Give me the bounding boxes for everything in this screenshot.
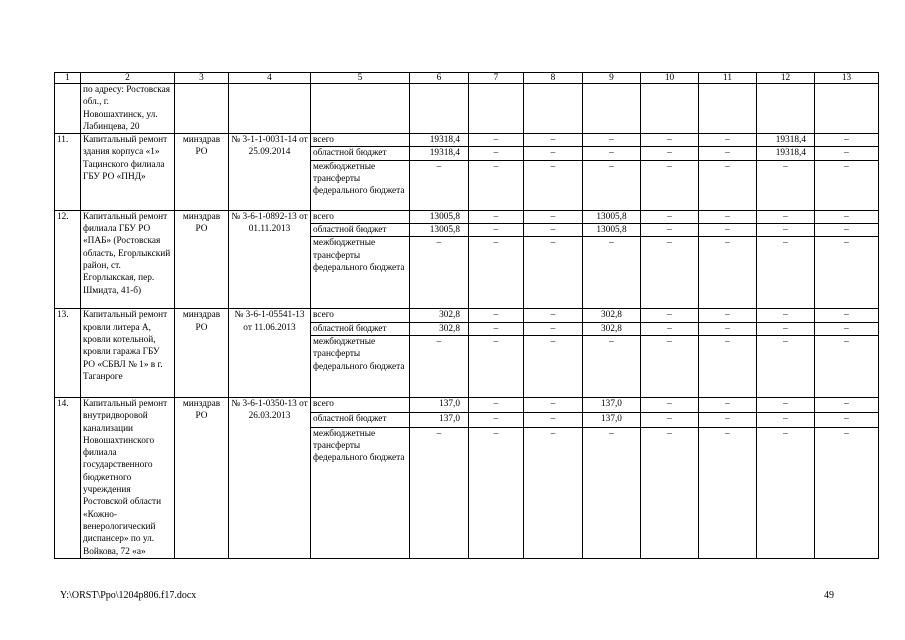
amount-cell: – — [641, 397, 699, 412]
amount-cell: – — [699, 237, 757, 309]
page-number: 49 — [824, 590, 834, 601]
col-header: 1 — [55, 73, 81, 84]
amount-cell: – — [699, 427, 757, 558]
amount-cell: 13005,8 — [410, 224, 469, 237]
amount-cell: – — [583, 427, 641, 558]
funding-source: областной бюджет — [311, 412, 410, 427]
amount-cell: – — [469, 147, 524, 160]
funding-source: областной бюджет — [311, 322, 410, 335]
amount-cell: – — [410, 160, 469, 210]
amount-cell: – — [410, 335, 469, 397]
col-header: 4 — [229, 73, 311, 84]
document-ref: № 3-6-1-0892-13 от 01.11.2013 — [229, 210, 311, 309]
amount-cell: 137,0 — [583, 412, 641, 427]
amount-cell: – — [641, 160, 699, 210]
amount-cell: – — [699, 309, 757, 322]
amount-cell: – — [524, 224, 583, 237]
amount-cell: – — [524, 335, 583, 397]
col-header: 6 — [410, 73, 469, 84]
amount-cell: – — [410, 427, 469, 558]
amount-cell: – — [469, 237, 524, 309]
amount-cell: – — [757, 322, 815, 335]
amount-cell: – — [641, 309, 699, 322]
amount-cell: – — [699, 412, 757, 427]
amount-cell: – — [699, 160, 757, 210]
object-name: Капитальный ремонт филиала ГБУ РО «ПАБ» (Ростовская область, Егорлыкский район, ст. Егорлыкская, пер. Шмидта, 41-б) — [81, 210, 175, 309]
amount-cell: – — [583, 237, 641, 309]
continuation-row — [55, 84, 879, 134]
funding-source: областной бюджет — [311, 224, 410, 237]
col-header: 8 — [524, 73, 583, 84]
amount-cell: – — [815, 134, 879, 147]
amount-cell: – — [815, 397, 879, 412]
amount-cell: – — [524, 134, 583, 147]
amount-cell: – — [524, 412, 583, 427]
amount-cell: 137,0 — [583, 397, 641, 412]
row-number: 14. — [55, 397, 81, 558]
organization: минздрав РО — [175, 397, 229, 558]
amount-cell: – — [524, 397, 583, 412]
amount-cell: – — [757, 160, 815, 210]
col-header: 9 — [583, 73, 641, 84]
amount-cell: 302,8 — [410, 309, 469, 322]
amount-cell: – — [815, 147, 879, 160]
funding-source: межбюджетные трансферты федерального бюджета — [311, 237, 410, 309]
amount-cell: – — [757, 335, 815, 397]
amount-cell: – — [641, 147, 699, 160]
amount-cell: – — [524, 160, 583, 210]
amount-cell: – — [469, 335, 524, 397]
funding-source: областной бюджет — [311, 147, 410, 160]
amount-cell: – — [469, 210, 524, 223]
header-row — [55, 73, 879, 84]
amount-cell: 137,0 — [410, 397, 469, 412]
col-header: 13 — [815, 73, 879, 84]
amount-cell: – — [641, 335, 699, 397]
funding-source: межбюджетные трансферты федерального бюджета — [311, 335, 410, 397]
amount-cell: – — [524, 322, 583, 335]
amount-cell: – — [469, 134, 524, 147]
object-name: Капитальный ремонт кровли литера А, кровли котельной, кровли гаража ГБУ РО «СБВЛ № 1» в г. Таганроге — [81, 309, 175, 398]
amount-cell: – — [699, 134, 757, 147]
table-row — [55, 210, 879, 223]
amount-cell: 19318,4 — [410, 134, 469, 147]
amount-cell: – — [641, 322, 699, 335]
amount-cell: 137,0 — [410, 412, 469, 427]
amount-cell: – — [583, 335, 641, 397]
amount-cell: – — [699, 210, 757, 223]
table-row — [55, 397, 879, 412]
amount-cell: – — [699, 397, 757, 412]
amount-cell: 302,8 — [583, 322, 641, 335]
organization: минздрав РО — [175, 134, 229, 211]
amount-cell: – — [699, 335, 757, 397]
amount-cell: – — [524, 210, 583, 223]
amount-cell: – — [410, 237, 469, 309]
amount-cell: – — [469, 427, 524, 558]
amount-cell: – — [469, 322, 524, 335]
amount-cell: 302,8 — [410, 322, 469, 335]
amount-cell: – — [757, 237, 815, 309]
amount-cell: – — [815, 210, 879, 223]
amount-cell: – — [757, 412, 815, 427]
amount-cell: – — [641, 412, 699, 427]
amount-cell: – — [815, 237, 879, 309]
row-number: 11. — [55, 134, 81, 211]
amount-cell: – — [583, 160, 641, 210]
funding-source: межбюджетные трансферты федерального бюджета — [311, 160, 410, 210]
col-header: 11 — [699, 73, 757, 84]
amount-cell: – — [699, 224, 757, 237]
amount-cell: 13005,8 — [583, 224, 641, 237]
organization: минздрав РО — [175, 309, 229, 398]
amount-cell: 302,8 — [583, 309, 641, 322]
row-number: 12. — [55, 210, 81, 309]
amount-cell: 19318,4 — [410, 147, 469, 160]
amount-cell: – — [641, 210, 699, 223]
amount-cell: – — [469, 224, 524, 237]
col-header: 5 — [311, 73, 410, 84]
file-path: Y:\ORST\Ppo\1204p806.f17.docx — [60, 590, 197, 601]
amount-cell: – — [815, 427, 879, 558]
funding-source: всего — [311, 134, 410, 147]
funding-source: межбюджетные трансферты федерального бюджета — [311, 427, 410, 558]
amount-cell: – — [641, 134, 699, 147]
amount-cell: – — [757, 224, 815, 237]
amount-cell: 19318,4 — [757, 134, 815, 147]
amount-cell: – — [815, 322, 879, 335]
amount-cell: – — [815, 335, 879, 397]
amount-cell: – — [524, 309, 583, 322]
object-name: Капитальный ремонт внутридворовой канализации Новошахтинского филиала государственного бюджетного учреждения Ростовской области «Кожно-венерологический диспансер» по ул. Войкова, 72 «а» — [81, 397, 175, 558]
document-ref: № 3-6-1-05541-13 от 11.06.2013 — [229, 309, 311, 398]
amount-cell: – — [469, 309, 524, 322]
amount-cell: – — [524, 147, 583, 160]
organization: минздрав РО — [175, 210, 229, 309]
funding-source: всего — [311, 309, 410, 322]
amount-cell: – — [524, 237, 583, 309]
amount-cell: – — [699, 322, 757, 335]
document-ref: № 3-6-1-0350-13 от 26.03.2013 — [229, 397, 311, 558]
col-header: 7 — [469, 73, 524, 84]
amount-cell: – — [815, 224, 879, 237]
amount-cell: – — [524, 427, 583, 558]
amount-cell: – — [699, 147, 757, 160]
col-header: 2 — [81, 73, 175, 84]
row-number: 13. — [55, 309, 81, 398]
amount-cell: – — [815, 160, 879, 210]
table-row — [55, 309, 879, 322]
funding-source: всего — [311, 210, 410, 223]
col-header: 12 — [757, 73, 815, 84]
amount-cell: – — [641, 237, 699, 309]
amount-cell: 13005,8 — [410, 210, 469, 223]
amount-cell: – — [469, 160, 524, 210]
budget-table — [54, 72, 879, 559]
amount-cell: – — [641, 224, 699, 237]
amount-cell: – — [583, 134, 641, 147]
amount-cell: – — [469, 397, 524, 412]
amount-cell: – — [815, 412, 879, 427]
amount-cell: 19318,4 — [757, 147, 815, 160]
amount-cell: – — [757, 309, 815, 322]
object-name: по адресу: Ростовская обл., г. Новошахтинск, ул. Лабинцева, 20 — [81, 84, 175, 134]
amount-cell: 13005,8 — [583, 210, 641, 223]
table-row — [55, 134, 879, 147]
amount-cell: – — [757, 397, 815, 412]
amount-cell: – — [757, 210, 815, 223]
col-header: 10 — [641, 73, 699, 84]
amount-cell: – — [641, 427, 699, 558]
amount-cell: – — [757, 427, 815, 558]
object-name: Капитальный ремонт здания корпуса «1» Тацинского филиала ГБУ РО «ПНД» — [81, 134, 175, 211]
amount-cell: – — [815, 309, 879, 322]
col-header: 3 — [175, 73, 229, 84]
document-ref: № 3-1-1-0031-14 от 25.09.2014 — [229, 134, 311, 211]
amount-cell: – — [469, 412, 524, 427]
amount-cell: – — [583, 147, 641, 160]
funding-source: всего — [311, 397, 410, 412]
